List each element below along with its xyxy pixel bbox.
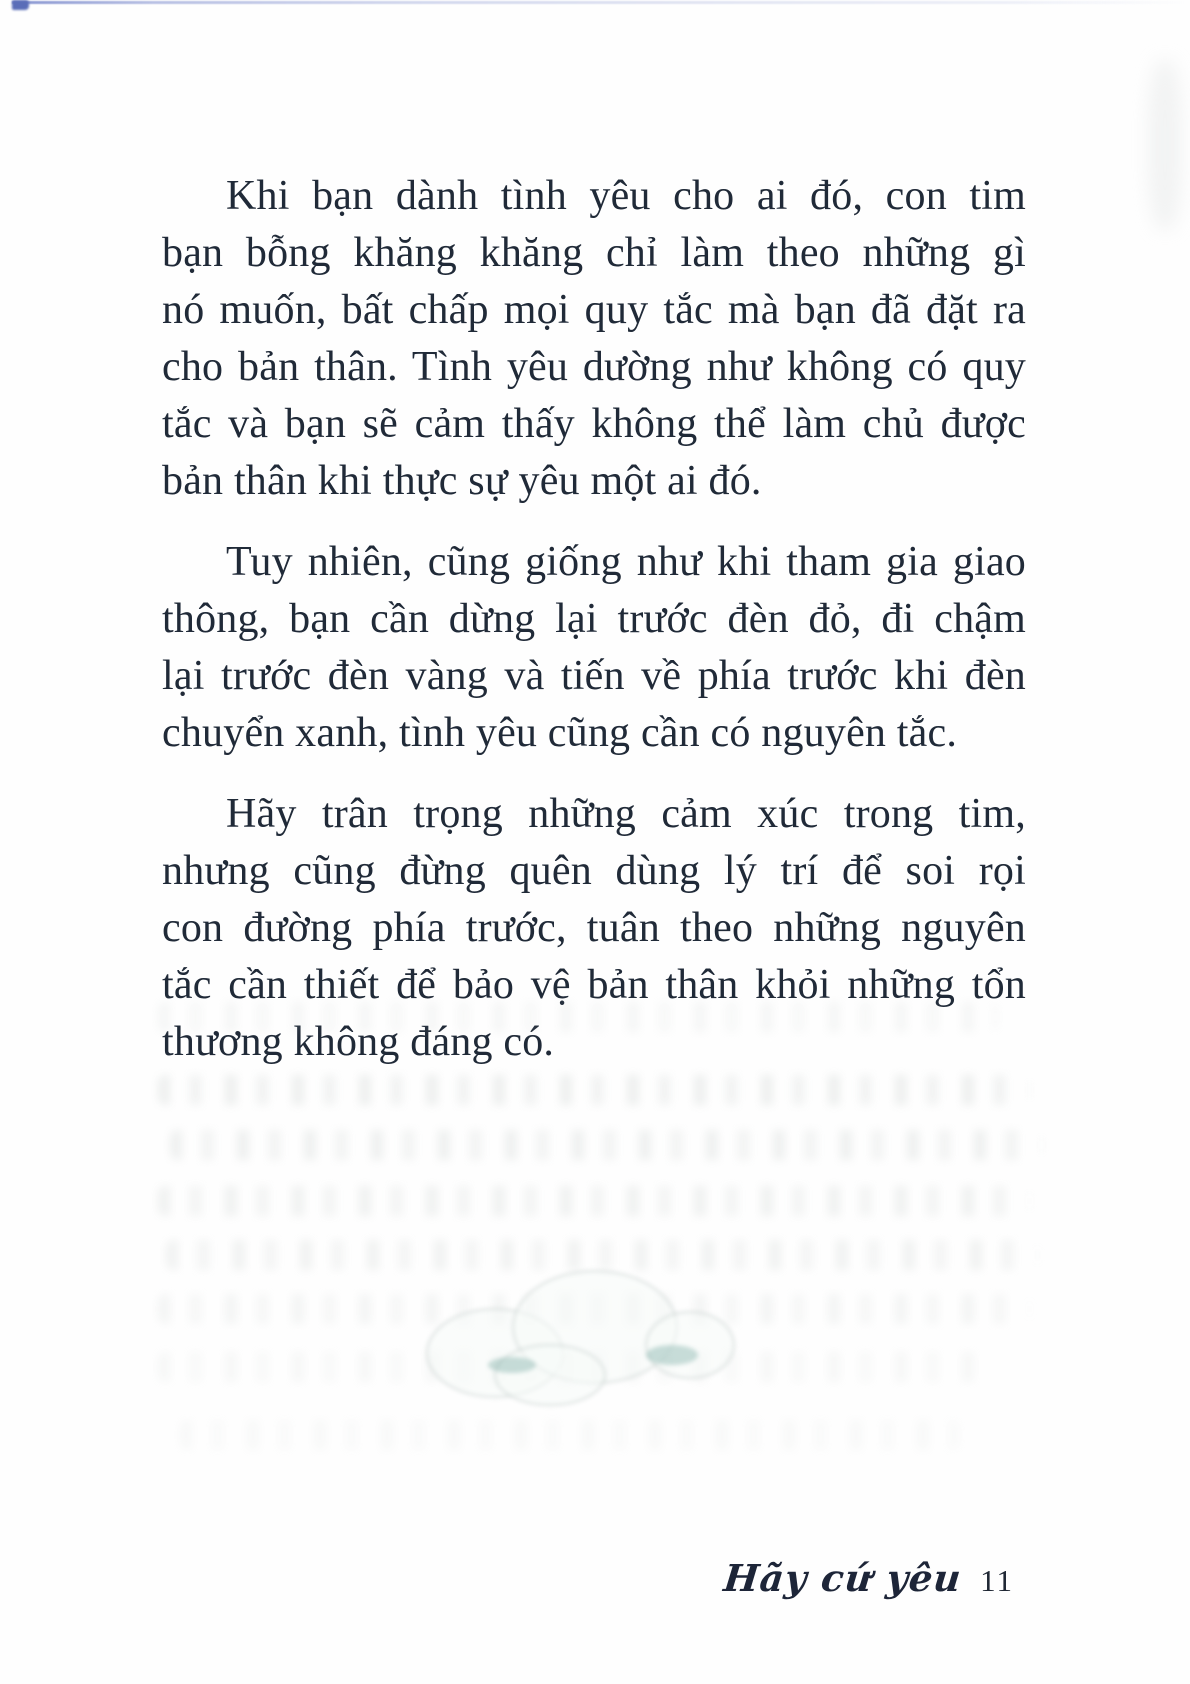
paragraph bbox=[162, 534, 1026, 762]
flower-watermark bbox=[390, 1235, 750, 1415]
page-number: 11 bbox=[980, 1563, 1014, 1598]
page-text-block bbox=[162, 168, 1026, 1095]
text-line: Tuy nhiên, cũng giống như khi tham gia giao bbox=[226, 539, 1026, 585]
text-line: con đường phía trước, tuân theo những nguyên bbox=[162, 905, 1026, 951]
ghost-text-band bbox=[158, 1002, 998, 1032]
scan-artifact-top-edge-line bbox=[12, 1, 1190, 4]
text-line: nó muốn, bất chấp mọi quy tắc mà bạn đã đặt ra bbox=[162, 287, 1026, 333]
text-line: cho bản thân. Tình yêu dường như không có quy bbox=[162, 344, 1026, 390]
text-line: thương không đáng có. bbox=[162, 1019, 555, 1065]
text-line: tắc cần thiết để bảo vệ bản thân khỏi những tổn bbox=[162, 962, 1026, 1008]
paragraph bbox=[162, 168, 1026, 510]
scan-artifact-corner-blob bbox=[12, 0, 29, 10]
text-line: nhưng cũng đừng quên dùng lý trí để soi rọi bbox=[162, 848, 1026, 894]
text-line: Khi bạn dành tình yêu cho ai đó, con tim bbox=[226, 173, 1026, 219]
text-line: tắc và bạn sẽ cảm thấy không thể làm chủ được bbox=[162, 401, 1026, 447]
page-footer bbox=[721, 1556, 1014, 1600]
text-line: chuyển xanh, tình yêu cũng cần có nguyên tắc. bbox=[162, 710, 958, 756]
ghost-text-band bbox=[170, 1130, 1042, 1160]
ghost-text-band bbox=[158, 1186, 1030, 1216]
text-line: bản thân khi thực sự yêu một ai đó. bbox=[162, 458, 762, 504]
ghost-text-band bbox=[180, 1420, 960, 1450]
ghost-text-band bbox=[158, 1075, 1030, 1105]
text-line: lại trước đèn vàng và tiến về phía trước khi đèn bbox=[162, 653, 1026, 699]
text-line: thông, bạn cần dừng lại trước đèn đỏ, đi chậm bbox=[162, 596, 1026, 642]
text-line: Hãy trân trọng những cảm xúc trong tim, bbox=[226, 791, 1026, 837]
text-line: bạn bỗng khăng khăng chỉ làm theo những gì bbox=[162, 230, 1026, 276]
running-title: Hãy cứ yêu bbox=[721, 1556, 964, 1600]
scan-artifact-right-smudge bbox=[1148, 60, 1182, 230]
